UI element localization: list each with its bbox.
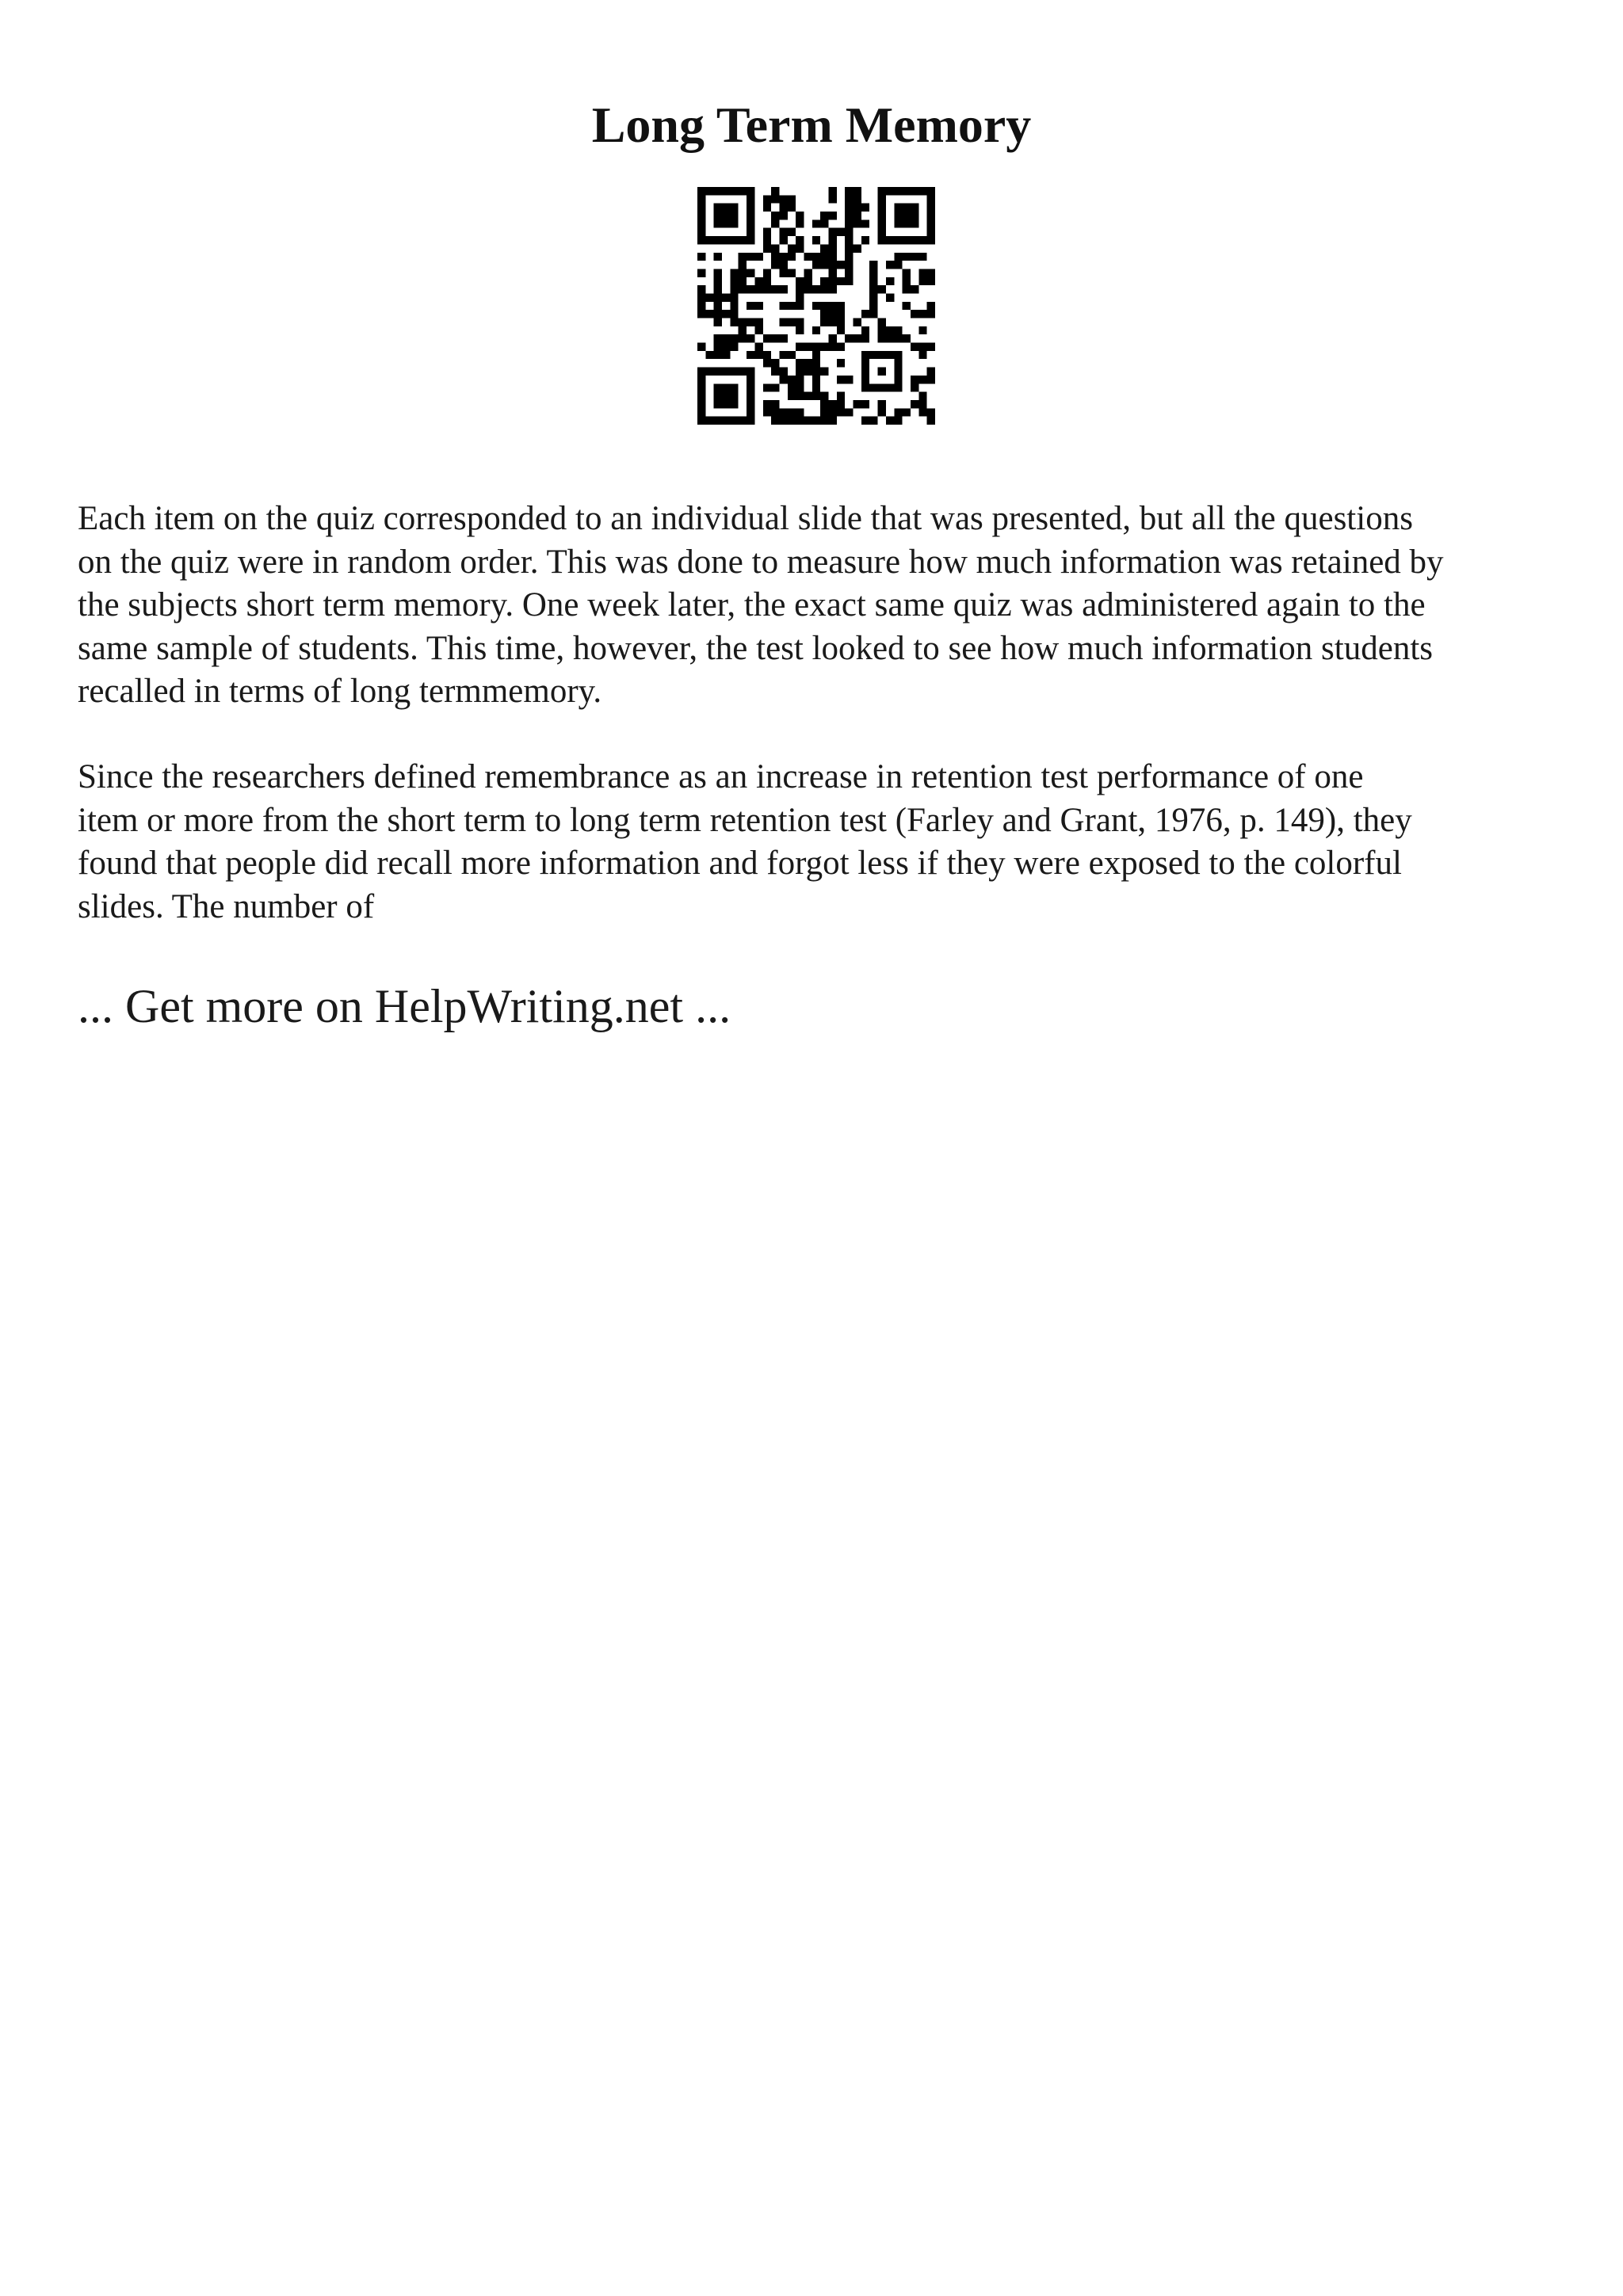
page-title: Long Term Memory: [591, 97, 1032, 153]
qr-code-icon: [697, 187, 935, 425]
body-paragraph-2: Since the researchers defined remembrance as an increase in retention test performance of one item or more from the short term to long term retention test (Farley and Grant, 1976, p. 149), they found that people did recall more information and forgot less if they were exposed to the colorful slides. The number of: [78, 758, 1412, 925]
body-paragraph-1: Each item on the quiz corresponded to an individual slide that was presented, but all the questions on the quiz were in random order. This was done to measure how much information was retained by the subjects short term memory. One week later, the exact same quiz was administered again to the same sample of students. This time, however, the test looked to see how much information students recalled in terms of long termmemory.: [78, 500, 1444, 710]
get-more-link[interactable]: ... Get more on HelpWriting.net ...: [78, 980, 731, 1032]
